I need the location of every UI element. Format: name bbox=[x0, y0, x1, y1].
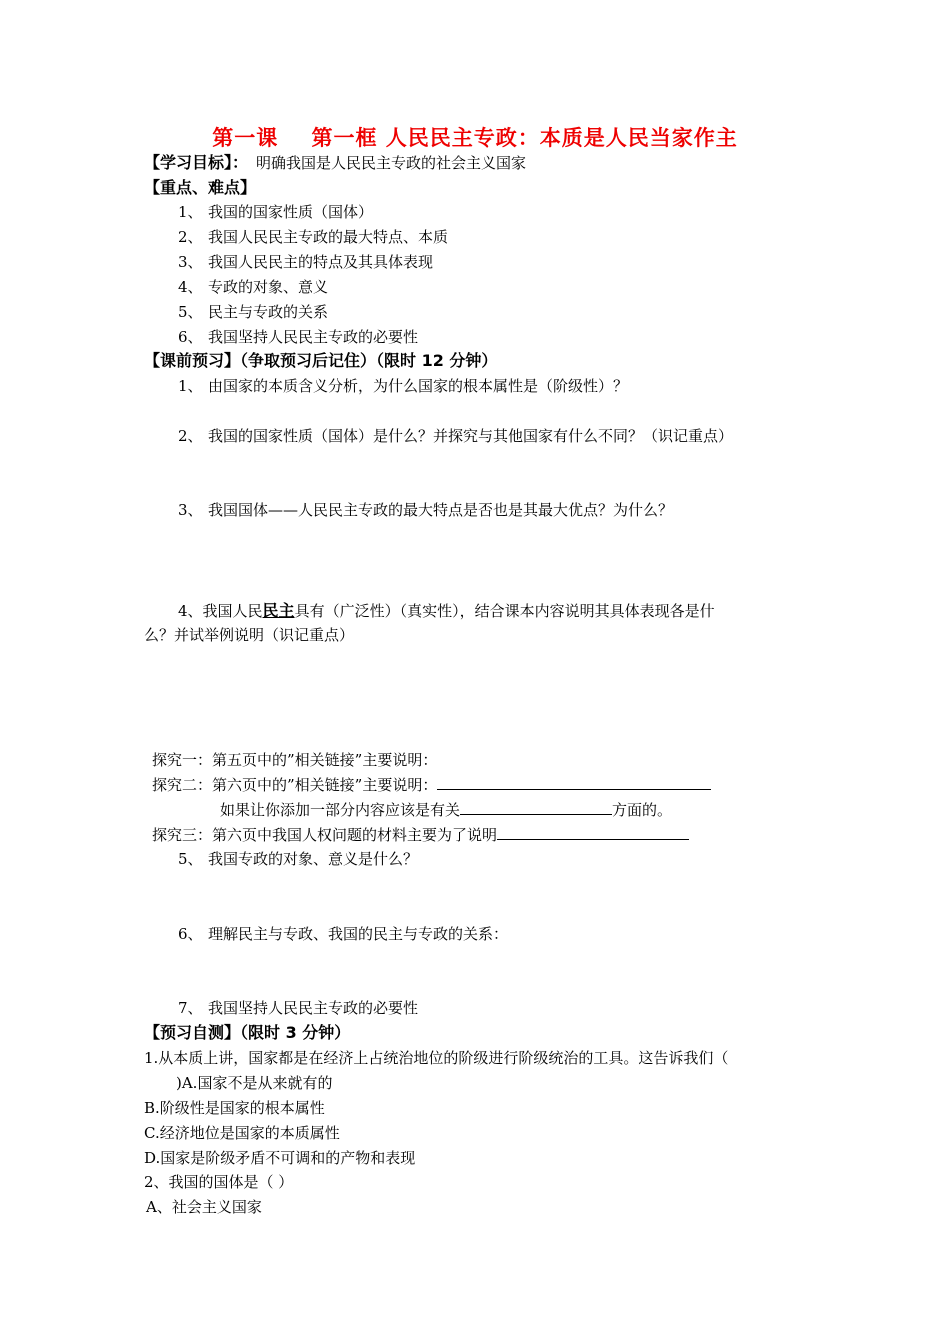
key-points-heading: 【重点、难点】 bbox=[144, 178, 257, 197]
key-point-item: 1、 我国的国家性质（国体） bbox=[178, 203, 374, 221]
explore-2: 探究二：第六页中的”相关链接”主要说明： bbox=[152, 775, 711, 795]
objective-heading: 【学习目标】 bbox=[144, 153, 233, 172]
self-test-question-1: 1.从本质上讲，国家都是在经济上占统治地位的阶级进行阶级统治的工具。这告诉我们（ bbox=[144, 1049, 729, 1067]
preview-question-4: 4、我国人民民主具有（广泛性）（真实性），结合课本内容说明其具体表现各是什 bbox=[178, 601, 715, 620]
objective-colon: ： bbox=[232, 153, 249, 172]
explore-1: 探究一：第五页中的”相关链接”主要说明： bbox=[152, 751, 438, 769]
preview-question-6: 6、 理解民主与专政、我国的民主与专政的关系： bbox=[178, 925, 509, 943]
preview-question-1: 1、 由国家的本质含义分析，为什么国家的根本属性是（阶级性）？ bbox=[178, 377, 629, 395]
preview-question-2: 2、 我国的国家性质（国体）是什么？并探究与其他国家有什么不同？（识记重点） bbox=[178, 427, 734, 445]
self-test-option: A、社会主义国家 bbox=[146, 1198, 262, 1216]
key-point-item: 2、 我国人民民主专政的最大特点、本质 bbox=[178, 228, 449, 246]
answer-blank[interactable] bbox=[437, 775, 711, 790]
preview-question-5: 5、 我国专政的对象、意义是什么？ bbox=[178, 850, 419, 868]
self-test-heading: 【预习自测】（限时 3 分钟） bbox=[144, 1023, 351, 1042]
self-test-option: C.经济地位是国家的本质属性 bbox=[144, 1124, 340, 1142]
objective-line bbox=[144, 153, 526, 173]
key-point-item: 3、 我国人民民主的特点及其具体表现 bbox=[178, 253, 434, 271]
preview-heading: 【课前预习】（争取预习后记住）（限时 12 分钟） bbox=[144, 351, 498, 370]
self-test-question-2: 2、我国的国体是（ ） bbox=[144, 1173, 294, 1191]
lesson-title: 第一课 第一框 人民民主专政：本质是人民当家作主 bbox=[212, 126, 738, 150]
preview-question-4-cont: 么？并试举例说明（识记重点） bbox=[144, 626, 355, 644]
answer-blank[interactable] bbox=[460, 800, 612, 815]
objective-text: 明确我国是人民民主专政的社会主义国家 bbox=[256, 154, 527, 172]
explore-3: 探究三：第六页中我国人权问题的材料主要为了说明 bbox=[152, 825, 689, 845]
self-test-option: )A.国家不是从来就有的 bbox=[176, 1074, 333, 1092]
explore-2-sub: 如果让你添加一部分内容应该是有关 方面的。 bbox=[220, 801, 673, 819]
preview-question-7: 7、 我国坚持人民民主专政的必要性 bbox=[178, 999, 419, 1017]
key-point-item: 4、 专政的对象、意义 bbox=[178, 278, 329, 296]
answer-blank[interactable] bbox=[497, 825, 689, 840]
preview-question-3: 3、 我国国体——人民民主专政的最大特点是否也是其最大优点？为什么？ bbox=[178, 501, 674, 519]
self-test-option: D.国家是阶级矛盾不可调和的产物和表现 bbox=[144, 1149, 416, 1167]
key-point-item: 5、 民主与专政的关系 bbox=[178, 303, 329, 321]
emphasis-democracy: 民主 bbox=[262, 601, 295, 620]
key-point-item: 6、 我国坚持人民民主专政的必要性 bbox=[178, 328, 419, 346]
self-test-option: B.阶级性是国家的根本属性 bbox=[144, 1099, 325, 1117]
